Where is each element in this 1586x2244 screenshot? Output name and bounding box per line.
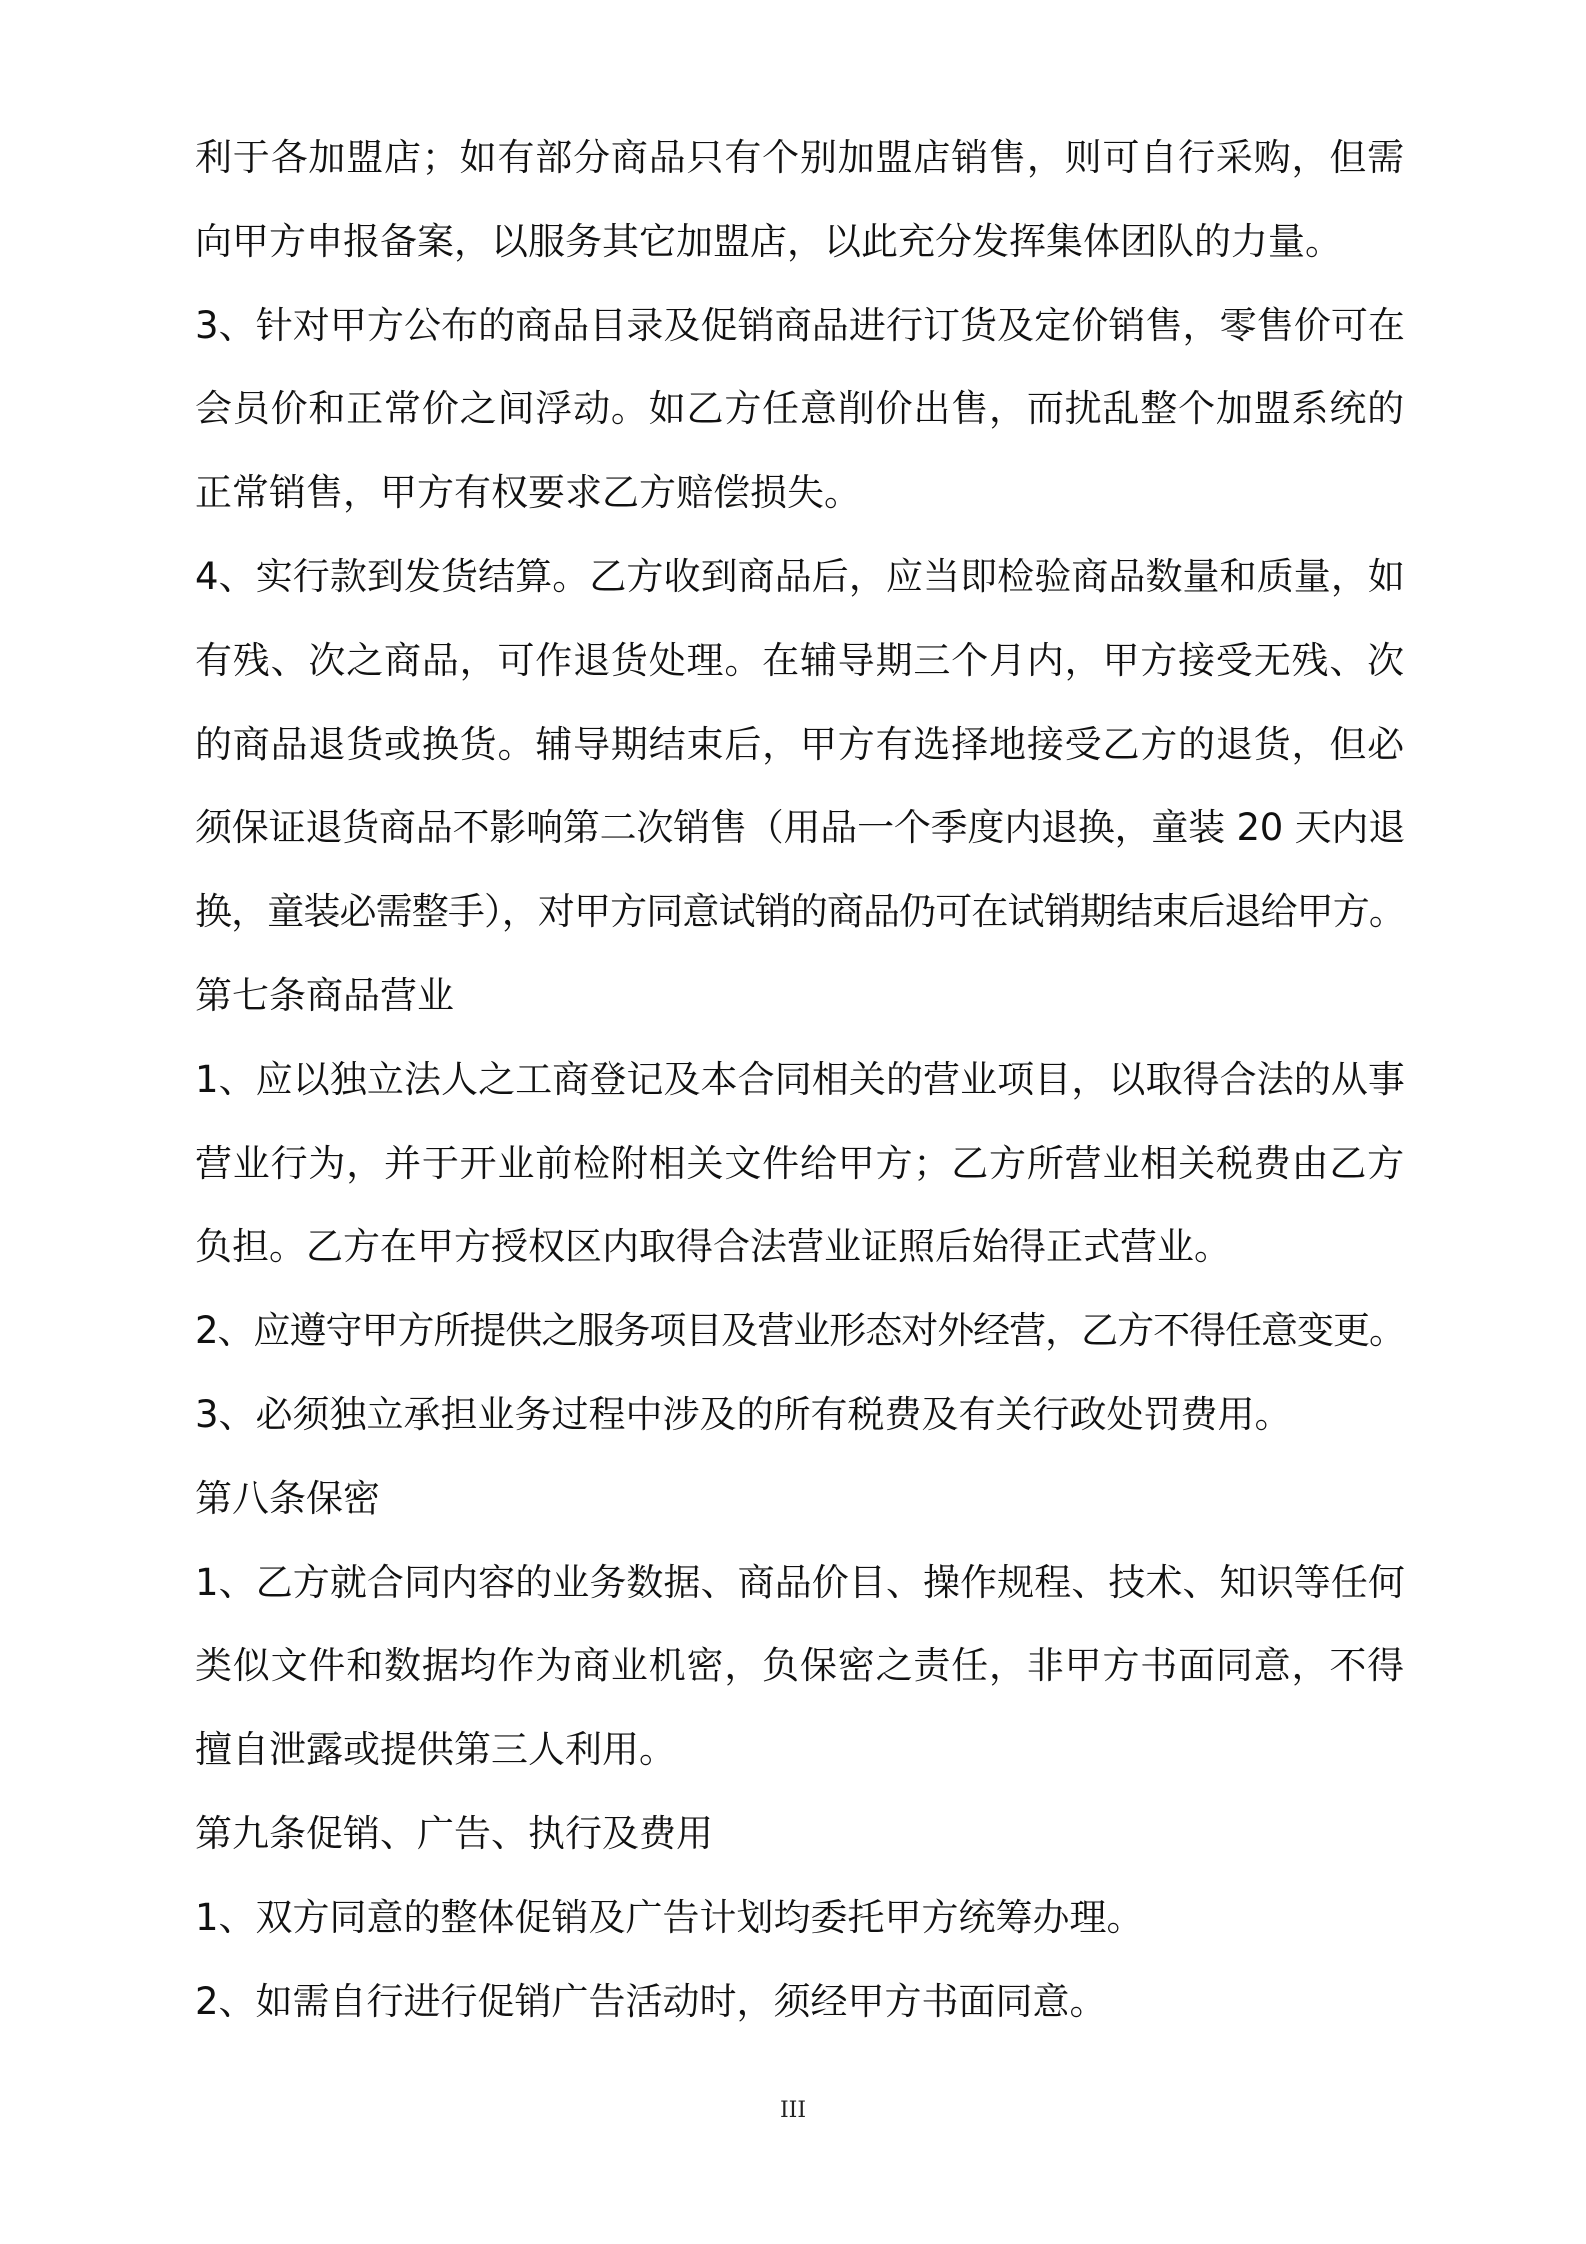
text-line-row (195, 1038, 1405, 1122)
text-line: 类似文件和数据均作为商业机密，负保密之责任，非甲方书面同意，不得 (195, 1644, 1405, 1688)
text-line: 负担。乙方在甲方授权区内取得合法营业证照后始得正式营业。 (195, 1225, 1231, 1269)
text-line-row (195, 786, 1405, 870)
text-line-row (195, 1792, 1405, 1876)
text-line: 1、乙方就合同内容的业务数据、商品价目、操作规程、技术、知识等任何 (195, 1560, 1405, 1604)
text-line: 第九条促销、广告、执行及费用 (195, 1811, 713, 1855)
text-line-row (195, 284, 1405, 368)
text-line-row (195, 1289, 1405, 1373)
text-line-row (195, 1624, 1405, 1708)
text-line-row (195, 535, 1405, 619)
text-line-row (195, 1457, 1405, 1541)
text-line-row (195, 619, 1405, 703)
text-line-row (195, 870, 1405, 954)
text-line: 有残、次之商品，可作退货处理。在辅导期三个月内，甲方接受无残、次 (195, 638, 1405, 682)
text-line-row (195, 1541, 1405, 1625)
text-line: 第八条保密 (195, 1476, 380, 1520)
text-line-row (195, 367, 1405, 451)
text-line-row (195, 1373, 1405, 1457)
page-number: III (779, 2098, 807, 2123)
text-line: 2、应遵守甲方所提供之服务项目及营业形态对外经营，乙方不得任意变更。 (195, 1309, 1405, 1353)
text-line-row (195, 1708, 1405, 1792)
text-line-row (195, 1960, 1405, 2044)
text-line-row (195, 1876, 1405, 1960)
text-line: 须保证退货商品不影响第二次销售（用品一个季度内退换，童装 20 天内退 (195, 806, 1405, 850)
text-line: 营业行为，并于开业前检附相关文件给甲方；乙方所营业相关税费由乙方 (195, 1141, 1405, 1185)
text-line: 换，童装必需整手），对甲方同意试销的商品仍可在试销期结束后退给甲方。 (195, 890, 1405, 934)
text-line: 的商品退货或换货。辅导期结束后，甲方有选择地接受乙方的退货，但必 (195, 722, 1405, 766)
text-line-row (195, 1122, 1405, 1206)
text-line-row (195, 200, 1405, 284)
text-line-row (195, 451, 1405, 535)
text-line: 1、双方同意的整体促销及广告计划均委托甲方统筹办理。 (195, 1895, 1144, 1939)
text-line-row (195, 1205, 1405, 1289)
text-line: 擅自泄露或提供第三人利用。 (195, 1728, 676, 1772)
text-line: 利于各加盟店；如有部分商品只有个别加盟店销售，则可自行采购，但需 (195, 136, 1405, 179)
text-line: 会员价和正常价之间浮动。如乙方任意削价出售，而扰乱整个加盟系统的 (195, 387, 1405, 431)
text-line: 第七条商品营业 (195, 973, 454, 1017)
text-line: 1、应以独立法人之工商登记及本合同相关的营业项目，以取得合法的从事 (195, 1057, 1405, 1101)
text-line: 4、实行款到发货结算。乙方收到商品后，应当即检验商品数量和质量，如 (195, 554, 1405, 598)
text-line: 2、如需自行进行促销广告活动时，须经甲方书面同意。 (195, 1979, 1107, 2023)
text-line: 正常销售，甲方有权要求乙方赔偿损失。 (195, 471, 861, 515)
text-line-row (195, 116, 1405, 200)
text-line: 向甲方申报备案，以服务其它加盟店，以此充分发挥集体团队的力量。 (195, 219, 1342, 263)
text-line-row (195, 954, 1405, 1038)
text-line: 3、针对甲方公布的商品目录及促销商品进行订货及定价销售，零售价可在 (195, 303, 1405, 347)
document-body (195, 116, 1405, 2043)
text-line: 3、必须独立承担业务过程中涉及的所有税费及有关行政处罚费用。 (195, 1392, 1292, 1436)
text-line-row (195, 703, 1405, 787)
